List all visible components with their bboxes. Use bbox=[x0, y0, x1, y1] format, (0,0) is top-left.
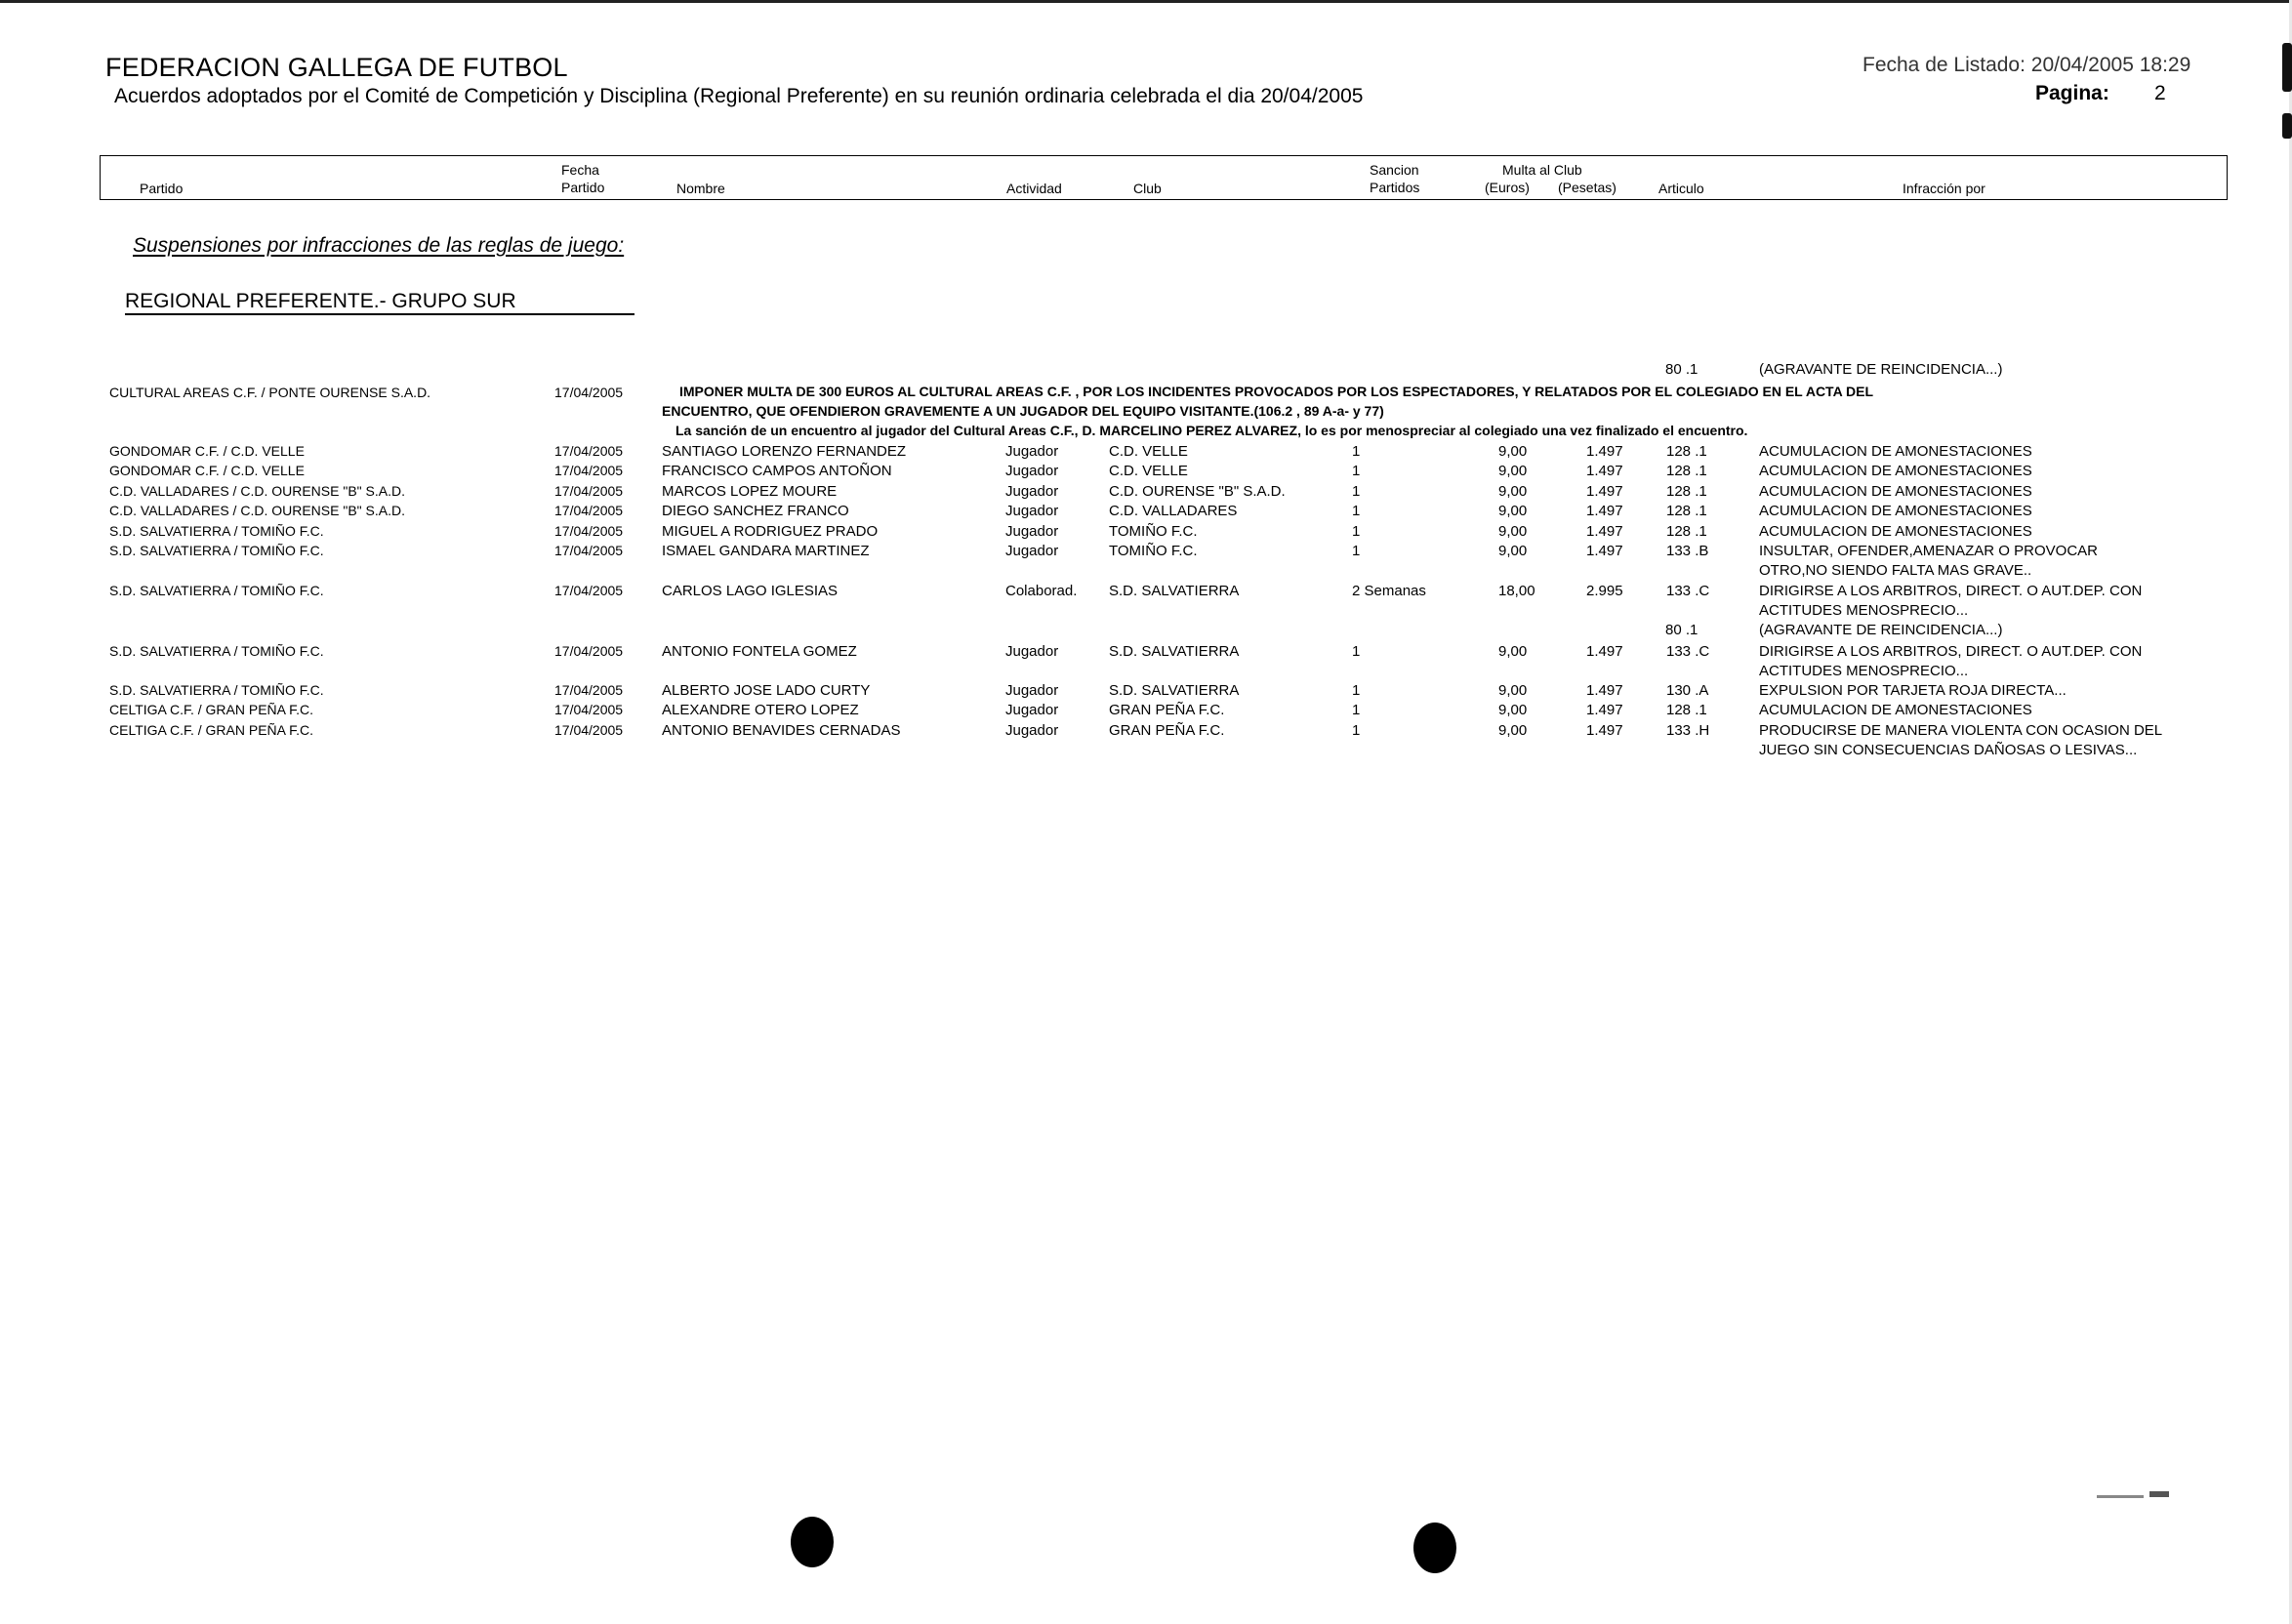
date-cell: 17/04/2005 bbox=[554, 523, 624, 539]
club-fine-text: IMPONER MULTA DE 300 EUROS AL CULTURAL AREAS C.F. , POR LOS INCIDENTES PROVOCADOS POR LOS ESPECTADORES, Y RELATADOS POR EL COLEGIADO EN EL ACTA DEL bbox=[679, 384, 1874, 399]
date-cell: 17/04/2005 bbox=[554, 702, 624, 717]
club-cell: GRAN PEÑA F.C. bbox=[1109, 702, 1225, 718]
match-cell: S.D. SALVATIERRA / TOMIÑO F.C. bbox=[109, 583, 324, 598]
name-cell: DIEGO SANCHEZ FRANCO bbox=[662, 503, 849, 519]
fine-pesetas-cell: 1.497 bbox=[1586, 682, 1623, 699]
scan-mark bbox=[2282, 113, 2292, 139]
infraction-cell-continued: JUEGO SIN CONSECUENCIAS DAÑOSAS O LESIVAS... bbox=[1759, 742, 2138, 758]
sanction-cell: 1 bbox=[1352, 503, 1361, 519]
fine-pesetas-cell: 1.497 bbox=[1586, 443, 1623, 460]
fine-euros-cell: 9,00 bbox=[1498, 722, 1528, 739]
fine-euros-cell: 9,00 bbox=[1498, 682, 1528, 699]
infraction-cell: INSULTAR, OFENDER,AMENAZAR O PROVOCAR bbox=[1759, 543, 2098, 559]
club-fine-date: 17/04/2005 bbox=[554, 385, 624, 400]
fine-euros-cell: 9,00 bbox=[1498, 483, 1528, 500]
infraction-cell: DIRIGIRSE A LOS ARBITROS, DIRECT. O AUT.DEP. CON bbox=[1759, 643, 2143, 660]
article-cell-extra: 80 .1 bbox=[1665, 622, 1699, 638]
sanction-cell: 1 bbox=[1352, 722, 1361, 739]
club-cell: TOMIÑO F.C. bbox=[1109, 523, 1198, 540]
col-infraccion: Infracción por bbox=[1903, 181, 1985, 196]
fine-euros-cell: 9,00 bbox=[1498, 543, 1528, 559]
sanction-cell: 1 bbox=[1352, 702, 1361, 718]
name-cell: ALBERTO JOSE LADO CURTY bbox=[662, 682, 871, 699]
col-euros: (Euros) bbox=[1485, 180, 1530, 195]
article-cell: 128 .1 bbox=[1666, 483, 1707, 500]
club-cell: C.D. VELLE bbox=[1109, 443, 1188, 460]
club-cell: C.D. VALLADARES bbox=[1109, 503, 1238, 519]
fine-pesetas-cell: 1.497 bbox=[1586, 463, 1623, 479]
fine-euros-cell: 18,00 bbox=[1498, 583, 1535, 599]
document-subtitle: Acuerdos adoptados por el Comité de Competición y Disciplina (Regional Preferente) en su reunión ordinaria celebrada el dia 20/04/2005 bbox=[114, 85, 1364, 107]
sanction-cell: 1 bbox=[1352, 682, 1361, 699]
article-cell: 128 .1 bbox=[1666, 503, 1707, 519]
col-fecha-partido: Partido bbox=[561, 180, 605, 195]
club-cell: TOMIÑO F.C. bbox=[1109, 543, 1198, 559]
fine-pesetas-cell: 1.497 bbox=[1586, 543, 1623, 559]
fine-pesetas-cell: 1.497 bbox=[1586, 702, 1623, 718]
article-cell: 128 .1 bbox=[1666, 463, 1707, 479]
fine-pesetas-cell: 1.497 bbox=[1586, 523, 1623, 540]
match-cell: S.D. SALVATIERRA / TOMIÑO F.C. bbox=[109, 543, 324, 558]
activity-cell: Jugador bbox=[1005, 523, 1059, 540]
infraction-cell: ACUMULACION DE AMONESTACIONES bbox=[1759, 523, 2032, 540]
name-cell: MARCOS LOPEZ MOURE bbox=[662, 483, 838, 500]
col-articulo: Articulo bbox=[1658, 181, 1704, 196]
date-cell: 17/04/2005 bbox=[554, 722, 624, 738]
article-cell: 130 .A bbox=[1666, 682, 1709, 699]
club-fine-match: CULTURAL AREAS C.F. / PONTE OURENSE S.A.D. bbox=[109, 385, 431, 400]
match-cell: S.D. SALVATIERRA / TOMIÑO F.C. bbox=[109, 643, 324, 659]
article-cell: 133 .H bbox=[1666, 722, 1710, 739]
fine-euros-cell: 9,00 bbox=[1498, 503, 1528, 519]
club-fine-note: La sanción de un encuentro al jugador del Cultural Areas C.F., D. MARCELINO PEREZ ALVAREZ, lo es por menospreciar al colegiado una vez finalizado el encuentro. bbox=[675, 423, 1748, 438]
name-cell: ANTONIO FONTELA GOMEZ bbox=[662, 643, 857, 660]
infraction-cell-continued: OTRO,NO SIENDO FALTA MAS GRAVE.. bbox=[1759, 562, 2032, 579]
club-fine-article: 80 .1 bbox=[1665, 361, 1699, 378]
sanction-cell: 1 bbox=[1352, 523, 1361, 540]
article-cell: 133 .C bbox=[1666, 583, 1710, 599]
sanction-cell: 1 bbox=[1352, 643, 1361, 660]
match-cell: GONDOMAR C.F. / C.D. VELLE bbox=[109, 463, 305, 478]
scan-smudge bbox=[2149, 1491, 2169, 1497]
sanction-cell: 2 Semanas bbox=[1352, 583, 1426, 599]
club-cell: GRAN PEÑA F.C. bbox=[1109, 722, 1225, 739]
infraction-cell-continued: ACTITUDES MENOSPRECIO... bbox=[1759, 663, 1969, 679]
group-heading: REGIONAL PREFERENTE.- GRUPO SUR bbox=[125, 290, 516, 312]
punch-hole bbox=[791, 1517, 834, 1567]
infraction-cell: DIRIGIRSE A LOS ARBITROS, DIRECT. O AUT.DEP. CON bbox=[1759, 583, 2143, 599]
club-cell: S.D. SALVATIERRA bbox=[1109, 643, 1240, 660]
scan-mark bbox=[2282, 43, 2292, 92]
sanction-cell: 1 bbox=[1352, 543, 1361, 559]
match-cell: C.D. VALLADARES / C.D. OURENSE "B" S.A.D. bbox=[109, 503, 405, 518]
infraction-cell: PRODUCIRSE DE MANERA VIOLENTA CON OCASION DEL bbox=[1759, 722, 2163, 739]
name-cell: FRANCISCO CAMPOS ANTOÑON bbox=[662, 463, 892, 479]
date-cell: 17/04/2005 bbox=[554, 503, 624, 518]
fine-pesetas-cell: 1.497 bbox=[1586, 722, 1623, 739]
fine-pesetas-cell: 2.995 bbox=[1586, 583, 1623, 599]
fine-euros-cell: 9,00 bbox=[1498, 523, 1528, 540]
col-multa: Multa al Club bbox=[1502, 162, 1582, 178]
scan-smudge bbox=[2097, 1495, 2144, 1498]
fine-euros-cell: 9,00 bbox=[1498, 643, 1528, 660]
infraction-cell: ACUMULACION DE AMONESTACIONES bbox=[1759, 483, 2032, 500]
activity-cell: Jugador bbox=[1005, 543, 1059, 559]
infraction-cell: ACUMULACION DE AMONESTACIONES bbox=[1759, 463, 2032, 479]
fine-pesetas-cell: 1.497 bbox=[1586, 503, 1623, 519]
listing-date: Fecha de Listado: 20/04/2005 18:29 bbox=[1862, 54, 2191, 76]
col-nombre: Nombre bbox=[676, 181, 725, 196]
match-cell: C.D. VALLADARES / C.D. OURENSE "B" S.A.D. bbox=[109, 483, 405, 499]
club-cell: S.D. SALVATIERRA bbox=[1109, 583, 1240, 599]
club-cell: S.D. SALVATIERRA bbox=[1109, 682, 1240, 699]
name-cell: SANTIAGO LORENZO FERNANDEZ bbox=[662, 443, 907, 460]
article-cell: 133 .B bbox=[1666, 543, 1709, 559]
group-underline bbox=[125, 313, 634, 315]
fine-euros-cell: 9,00 bbox=[1498, 702, 1528, 718]
activity-cell: Jugador bbox=[1005, 643, 1059, 660]
fine-euros-cell: 9,00 bbox=[1498, 443, 1528, 460]
activity-cell: Colaborad. bbox=[1005, 583, 1078, 599]
match-cell: S.D. SALVATIERRA / TOMIÑO F.C. bbox=[109, 523, 324, 539]
date-cell: 17/04/2005 bbox=[554, 643, 624, 659]
date-cell: 17/04/2005 bbox=[554, 443, 624, 459]
activity-cell: Jugador bbox=[1005, 702, 1059, 718]
infraction-cell-extra: (AGRAVANTE DE REINCIDENCIA...) bbox=[1759, 622, 2003, 638]
page-edge bbox=[0, 0, 2292, 3]
organization-title: FEDERACION GALLEGA DE FUTBOL bbox=[105, 53, 568, 82]
infraction-cell: ACUMULACION DE AMONESTACIONES bbox=[1759, 503, 2032, 519]
col-sancion: Sancion bbox=[1370, 162, 1419, 178]
fine-euros-cell: 9,00 bbox=[1498, 463, 1528, 479]
match-cell: CELTIGA C.F. / GRAN PEÑA F.C. bbox=[109, 722, 314, 738]
infraction-cell: ACUMULACION DE AMONESTACIONES bbox=[1759, 702, 2032, 718]
infraction-cell: EXPULSION POR TARJETA ROJA DIRECTA... bbox=[1759, 682, 2067, 699]
match-cell: S.D. SALVATIERRA / TOMIÑO F.C. bbox=[109, 682, 324, 698]
name-cell: ISMAEL GANDARA MARTINEZ bbox=[662, 543, 870, 559]
club-fine-infraction: (AGRAVANTE DE REINCIDENCIA...) bbox=[1759, 361, 2003, 378]
date-cell: 17/04/2005 bbox=[554, 463, 624, 478]
article-cell: 128 .1 bbox=[1666, 523, 1707, 540]
col-pesetas: (Pesetas) bbox=[1558, 180, 1617, 195]
activity-cell: Jugador bbox=[1005, 463, 1059, 479]
activity-cell: Jugador bbox=[1005, 483, 1059, 500]
date-cell: 17/04/2005 bbox=[554, 583, 624, 598]
col-sancion-partidos: Partidos bbox=[1370, 180, 1420, 195]
section-heading: Suspensiones por infracciones de las reglas de juego: bbox=[133, 234, 625, 257]
col-partido: Partido bbox=[140, 181, 184, 196]
club-cell: C.D. OURENSE "B" S.A.D. bbox=[1109, 483, 1286, 500]
article-cell: 128 .1 bbox=[1666, 443, 1707, 460]
name-cell: MIGUEL A RODRIGUEZ PRADO bbox=[662, 523, 879, 540]
article-cell: 128 .1 bbox=[1666, 702, 1707, 718]
activity-cell: Jugador bbox=[1005, 503, 1059, 519]
fine-pesetas-cell: 1.497 bbox=[1586, 643, 1623, 660]
sanction-cell: 1 bbox=[1352, 463, 1361, 479]
name-cell: ANTONIO BENAVIDES CERNADAS bbox=[662, 722, 901, 739]
page-number: 2 bbox=[2154, 82, 2166, 104]
activity-cell: Jugador bbox=[1005, 443, 1059, 460]
infraction-cell: ACUMULACION DE AMONESTACIONES bbox=[1759, 443, 2032, 460]
date-cell: 17/04/2005 bbox=[554, 543, 624, 558]
col-club: Club bbox=[1133, 181, 1162, 196]
table-header bbox=[100, 155, 2228, 200]
sanction-cell: 1 bbox=[1352, 443, 1361, 460]
match-cell: GONDOMAR C.F. / C.D. VELLE bbox=[109, 443, 305, 459]
name-cell: ALEXANDRE OTERO LOPEZ bbox=[662, 702, 859, 718]
name-cell: CARLOS LAGO IGLESIAS bbox=[662, 583, 839, 599]
sanction-cell: 1 bbox=[1352, 483, 1361, 500]
infraction-cell-continued: ACTITUDES MENOSPRECIO... bbox=[1759, 602, 1969, 619]
activity-cell: Jugador bbox=[1005, 722, 1059, 739]
date-cell: 17/04/2005 bbox=[554, 682, 624, 698]
match-cell: CELTIGA C.F. / GRAN PEÑA F.C. bbox=[109, 702, 314, 717]
activity-cell: Jugador bbox=[1005, 682, 1059, 699]
col-actividad: Actividad bbox=[1006, 181, 1062, 196]
page-label: Pagina: bbox=[2035, 82, 2109, 104]
article-cell: 133 .C bbox=[1666, 643, 1710, 660]
club-fine-text: ENCUENTRO, QUE OFENDIERON GRAVEMENTE A UN JUGADOR DEL EQUIPO VISITANTE.(106.2 , 89 A-a- y 77) bbox=[662, 403, 1384, 419]
col-fecha: Fecha bbox=[561, 162, 599, 178]
date-cell: 17/04/2005 bbox=[554, 483, 624, 499]
punch-hole bbox=[1413, 1522, 1456, 1573]
club-cell: C.D. VELLE bbox=[1109, 463, 1188, 479]
fine-pesetas-cell: 1.497 bbox=[1586, 483, 1623, 500]
